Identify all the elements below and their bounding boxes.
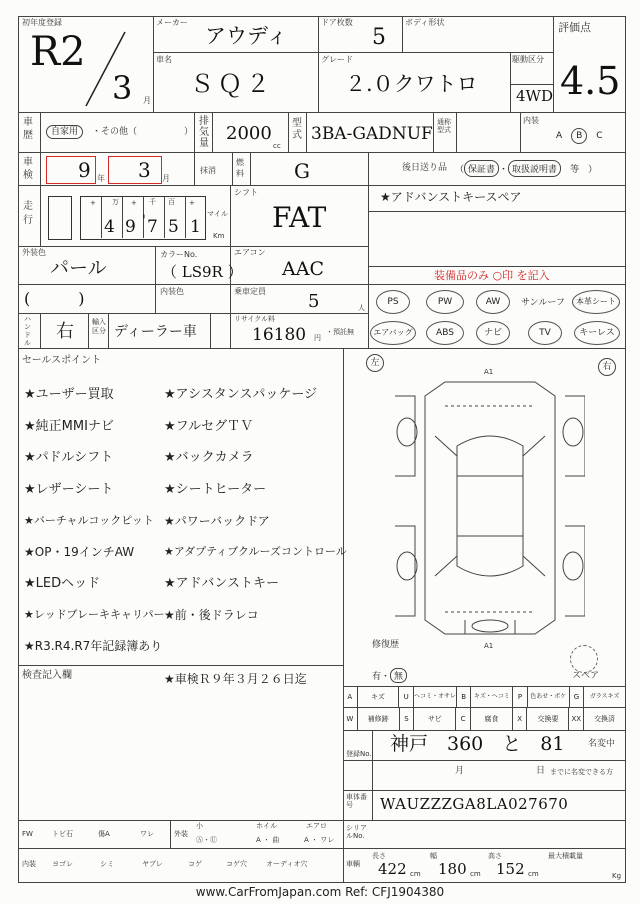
mileage-box-blank bbox=[48, 196, 72, 240]
wheel-label: ホイル bbox=[256, 822, 277, 830]
deposit-label: ・預託無 bbox=[326, 328, 354, 336]
legend-row-2: W 補修跡 S サビ C 腐食 X 交換要 XX 交換済 bbox=[343, 708, 625, 730]
mileage-separator: ' bbox=[142, 213, 146, 229]
cc-unit: cc bbox=[273, 142, 281, 150]
spare-key-note: ★アドバンストキースペア bbox=[380, 190, 522, 204]
max-load-unit: Kg bbox=[612, 872, 622, 880]
fw-item: 傷A bbox=[98, 830, 110, 838]
grade-value: ２.０クワトロ bbox=[345, 72, 478, 96]
vin-label: 車体番号 bbox=[346, 793, 367, 809]
diagram-label-top: A1 bbox=[484, 368, 494, 376]
eval-label: 評価点 bbox=[558, 21, 591, 34]
fw-item: ワレ bbox=[140, 830, 154, 838]
model-value: ＳＱ２ bbox=[190, 70, 274, 98]
outer-color-label: 外装色 bbox=[22, 248, 46, 257]
capacity-value: 5 bbox=[308, 291, 320, 312]
fuel-value: G bbox=[294, 159, 310, 183]
eval-value: 4.5 bbox=[560, 59, 621, 103]
sales-point: ★バーチャルコックピット bbox=[24, 514, 154, 527]
equip-sunroof: サンルーフ bbox=[521, 298, 565, 308]
docs-items: （ 保証書 ・ 取扱説明書 等 ） bbox=[455, 160, 597, 177]
interior-cond-item: ヨゴレ bbox=[52, 860, 73, 868]
sales-point: ★純正MMIナビ bbox=[24, 419, 114, 434]
exterior-small: 小 bbox=[196, 822, 203, 830]
height-label: 高さ bbox=[488, 852, 502, 860]
width-label: 幅 bbox=[430, 852, 437, 860]
model-label: 車名 bbox=[156, 55, 172, 64]
exterior-items: Ⓐ・Ⓤ bbox=[196, 836, 217, 844]
repair-history: 有・ 無 bbox=[372, 668, 407, 683]
inspection-year: 9 bbox=[78, 158, 91, 182]
interior-cond-item: ヤブレ bbox=[142, 860, 163, 868]
color-no-label: カラーNo. bbox=[160, 250, 198, 259]
inspection-year-unit: 年 bbox=[97, 174, 105, 183]
name-change-deadline: までに名変できる方 bbox=[550, 768, 613, 776]
recycle-unit: 円 bbox=[314, 334, 321, 342]
interior-cond-item: オーディオ穴 bbox=[266, 860, 308, 868]
sales-point: ★アシスタンスパッケージ bbox=[164, 387, 318, 402]
inner-color-label: 内装色 bbox=[160, 287, 184, 296]
aircon-value: AAC bbox=[282, 258, 324, 280]
registration-day-unit: 日 bbox=[536, 766, 546, 776]
interior-cond-label: 内装 bbox=[22, 860, 36, 868]
aircon-label: エアコン bbox=[234, 248, 266, 257]
equip-airbag: エアバッグ bbox=[370, 321, 416, 345]
handle-value: 右 bbox=[56, 321, 74, 342]
width-value: 180 bbox=[438, 860, 467, 878]
sales-point: ★レッドブレーキキャリパー bbox=[24, 608, 165, 621]
equip-ps: PS bbox=[376, 290, 410, 314]
import-label: 輸入区分 bbox=[92, 318, 106, 335]
inspection-label: 車検 bbox=[23, 157, 33, 181]
shift-value: FAT bbox=[272, 201, 327, 234]
mileage-digit: 7 bbox=[147, 217, 158, 237]
length-value: 422 bbox=[378, 860, 407, 878]
aero-items: A ・ ワレ bbox=[304, 836, 335, 844]
drive-value: 4WD bbox=[516, 87, 553, 105]
interior-cond-item: コゲ穴 bbox=[226, 860, 247, 868]
mileage-unit-km: Km bbox=[213, 232, 225, 240]
equip-aw: AW bbox=[476, 290, 510, 314]
deletion-label: 抹消 bbox=[200, 166, 216, 175]
mileage-digit: 5 bbox=[168, 217, 179, 237]
sales-point: ★アダプティブクルーズコントロール bbox=[164, 545, 347, 558]
recycle-value: 16180 bbox=[252, 325, 307, 345]
type-label: 型式 bbox=[292, 118, 302, 141]
sales-point: ★パワーバックドア bbox=[164, 514, 270, 528]
import-value: ディーラー車 bbox=[114, 324, 197, 340]
aero-label: エアロ bbox=[306, 822, 327, 830]
mileage-label: 走行 bbox=[23, 201, 33, 226]
inspection-month-unit: 月 bbox=[162, 174, 170, 183]
first-reg-month: 3 bbox=[112, 69, 133, 107]
length-label: 長さ bbox=[372, 852, 386, 860]
history-private: 自家用 bbox=[46, 125, 83, 139]
history-close: ） bbox=[184, 127, 194, 137]
repair-label: 修復歴 bbox=[372, 640, 400, 650]
mileage-ten-thousand: 万 bbox=[112, 198, 119, 206]
doors-label: ドア枚数 bbox=[321, 18, 353, 27]
spare-label: スペア bbox=[572, 671, 600, 681]
footer-watermark: www.CarFromJapan.com Ref: CFJ1904380 bbox=[195, 885, 445, 899]
capacity-label: 乗車定員 bbox=[234, 287, 266, 296]
wheel-items: A ・ 曲 bbox=[256, 836, 280, 844]
sales-point: ★フルセグＴＶ bbox=[164, 419, 254, 434]
equipment-title: 装備品のみ ○印 を記入 bbox=[434, 269, 550, 282]
length-unit: cm bbox=[410, 870, 421, 878]
registration-plate: 神戸 360 と 81 bbox=[390, 733, 565, 755]
interior-cond-item: シミ bbox=[100, 860, 114, 868]
mileage-thousand: 千 bbox=[149, 198, 156, 206]
interior-cond-item: コゲ bbox=[188, 860, 202, 868]
shift-label: シフト bbox=[234, 188, 258, 197]
sales-point: ★OP・19インチAW bbox=[24, 545, 135, 559]
fw-item: トビ石 bbox=[52, 830, 73, 838]
sales-point: ★シートヒーター bbox=[164, 482, 267, 497]
equip-leather: 本革シート bbox=[572, 290, 620, 314]
spare-tire-icon bbox=[570, 645, 598, 673]
sales-title: セールスポイント bbox=[22, 355, 102, 366]
outer-color-value: パール bbox=[50, 257, 107, 279]
legend-row-1: A キズ U ヘコミ・オサレ B キズ・ヘコミ P 色あせ・ボケ G ガラスキズ bbox=[343, 687, 625, 707]
mileage-unit-mile: マイル bbox=[207, 210, 228, 218]
height-unit: cm bbox=[528, 870, 539, 878]
sales-point: ★LEDヘッド bbox=[24, 576, 101, 591]
mileage-digit: 9 bbox=[125, 217, 136, 237]
first-reg-year: R2 bbox=[30, 29, 86, 75]
model-code: 3BA-GADNUF bbox=[311, 124, 433, 144]
maker-label: メーカー bbox=[156, 18, 188, 27]
notify-label: 通称型式 bbox=[437, 118, 451, 134]
interior-label: 内装 bbox=[523, 116, 539, 125]
docs-label: 後日送り品 bbox=[402, 163, 448, 173]
inspection-notes-title: 検査記入欄 bbox=[22, 670, 72, 681]
vehicle-size-label: 車輌 bbox=[346, 860, 360, 868]
car-body-diagram bbox=[395, 376, 585, 640]
mileage-hundred: 百 bbox=[168, 198, 175, 206]
maker-value: アウディ bbox=[205, 24, 288, 48]
history-other: ・その他（ bbox=[92, 127, 138, 137]
mileage-digit: 1 bbox=[190, 217, 201, 237]
equip-pw: PW bbox=[426, 290, 464, 314]
width-unit: cm bbox=[470, 870, 481, 878]
max-load-label: 最大積載量 bbox=[548, 852, 583, 860]
name-change-label: 名変中 bbox=[588, 739, 616, 749]
sales-point: ★R3.R4.R7年記録簿あり bbox=[24, 639, 163, 653]
fuel-label: 燃料 bbox=[236, 158, 244, 178]
diagram-label-bottom: A1 bbox=[484, 642, 494, 650]
sales-point: ★レザーシート bbox=[24, 482, 114, 497]
displacement-label: 排気量 bbox=[199, 116, 209, 149]
sales-point: ★アドバンストキー bbox=[164, 576, 280, 591]
vin-value: WAUZZZGA8LA027670 bbox=[380, 795, 569, 813]
fw-label: FW bbox=[22, 830, 33, 838]
drive-label: 駆動区分 bbox=[512, 55, 544, 64]
first-reg-label: 初年度登録 bbox=[22, 18, 62, 27]
month-unit: 月 bbox=[143, 96, 151, 105]
inspection-month-box bbox=[108, 156, 162, 184]
equip-tv: TV bbox=[528, 321, 562, 345]
doors-value: 5 bbox=[372, 25, 386, 50]
mileage-digit: 4 bbox=[104, 217, 115, 237]
color-no-value: （ LS9R ） bbox=[162, 263, 243, 281]
capacity-unit: 人 bbox=[358, 304, 365, 312]
sales-point: ★ユーザー買取 bbox=[24, 387, 114, 402]
sales-point: ★前・後ドラレコ bbox=[164, 608, 259, 622]
right-marker: 右 bbox=[598, 358, 616, 376]
height-value: 152 bbox=[496, 860, 525, 878]
inner-color-value: ( ) bbox=[24, 289, 85, 308]
registration-month-unit: 月 bbox=[455, 766, 465, 776]
exterior-label: 外装 bbox=[174, 830, 188, 838]
equip-keyless: キーレス bbox=[574, 321, 620, 345]
interior-grade: A B C bbox=[556, 128, 603, 144]
equip-abs: ABS bbox=[426, 321, 464, 345]
history-label: 車歴 bbox=[23, 117, 33, 141]
displacement-value: 2000 bbox=[226, 123, 272, 144]
serial-label: シリアルNo. bbox=[346, 824, 367, 840]
equip-navi: ナビ bbox=[476, 321, 510, 345]
recycle-label: リサイクル料 bbox=[234, 315, 276, 323]
sales-point: ★パドルシフト bbox=[24, 450, 114, 465]
inspection-month: 3 bbox=[138, 158, 151, 182]
inspection-notes-value: ★車検Ｒ９年３月２６日迄 bbox=[164, 672, 307, 686]
left-marker: 左 bbox=[366, 354, 384, 372]
body-label: ボディ形状 bbox=[405, 18, 445, 27]
registration-label: 登録No. bbox=[346, 750, 372, 758]
grade-label: グレード bbox=[321, 55, 353, 64]
handle-label: ハンドル bbox=[24, 315, 31, 347]
sales-point: ★バックカメラ bbox=[164, 450, 254, 465]
